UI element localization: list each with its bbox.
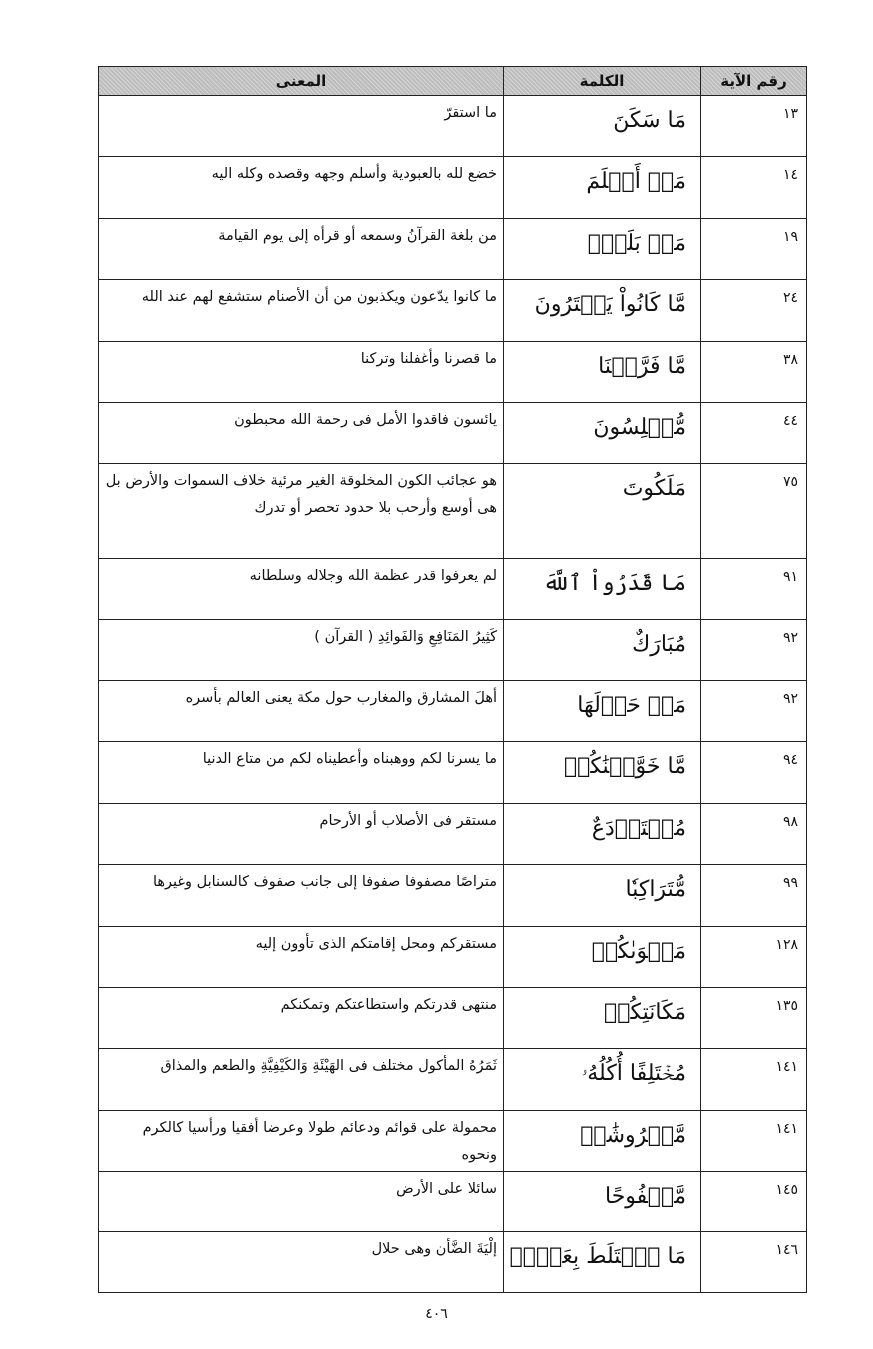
meaning-cell: منتهى قدرتكم واستطاعتكم وتمكنكم [99,988,504,1049]
word-cell: مُّتَرَاكِبٗا [504,865,701,927]
meaning-cell: ما قصرنا وأغفلنا وتركنا [99,342,504,403]
word-cell: مَكَانَتِكُمۡ [504,988,701,1049]
word-cell: مَّعۡرُوشَٰتٖ [504,1111,701,1172]
word-cell: مَا سَكَنَ [504,96,701,157]
verse-number-cell: ١٤١ [701,1049,807,1111]
table-header [99,67,807,96]
table-row [99,559,807,620]
table-row [99,1232,807,1293]
verse-number-cell: ١٩ [701,219,807,280]
word-cell: مَّا كَانُواْ يَفۡتَرُونَ [504,280,701,342]
header-meaning: المعنى [99,67,504,96]
table-row [99,681,807,742]
glossary-table [98,66,807,1293]
verse-number-cell: ٩٩ [701,865,807,927]
meaning-cell: مستقر فى الأصلاب أو الأرحام [99,804,504,865]
table-row [99,96,807,157]
table-row [99,742,807,804]
meaning-cell: هو عجائب الكون المخلوقة الغير مرئية خلاف السموات والأرض بل هى أوسع وأرحب بلا حدود تحصر أو تدرك [99,464,504,559]
table-row [99,804,807,865]
verse-number-cell: ٣٨ [701,342,807,403]
verse-number-cell: ١٤ [701,157,807,219]
meaning-cell: متراصًا مصفوفا صفوفا إلى جانب صفوف كالسنابل وغيرها [99,865,504,927]
meaning-cell: ثَمَرُهُ المأكول مختلف فى الهَيْئَةِ وَالكَيْفِيَّةِ والطعم والمذاق [99,1049,504,1111]
header-verse-number: رقم الآية [701,67,807,96]
verse-number-cell: ١٤٥ [701,1172,807,1232]
meaning-cell: ما كانوا يدّعون ويكذبون من أن الأصنام ستشفع لهم عند الله [99,280,504,342]
word-cell: مُخۡتَلِفًا أُكُلُهُۥ [504,1049,701,1111]
meaning-cell: من بلغة القرآنُ وسمعه أو قرأه إلى يوم القيامة [99,219,504,280]
table-row [99,927,807,988]
word-cell: مَنۡ حَوۡلَهَا [504,681,701,742]
table-row [99,342,807,403]
verse-number-cell: ٩١ [701,559,807,620]
word-cell: مَّا فَرَّطۡنَا [504,342,701,403]
meaning-cell: سائلا على الأرض [99,1172,504,1232]
meaning-cell: خضع لله بالعبودية وأسلم وجهه وقصده وكله اليه [99,157,504,219]
verse-number-cell: ١٤١ [701,1111,807,1172]
verse-number-cell: ٩٨ [701,804,807,865]
verse-number-cell: ٩٢ [701,681,807,742]
verse-number-cell: ٤٤ [701,403,807,464]
table-row [99,403,807,464]
table-row [99,865,807,927]
meaning-cell: كَثِيرُ المَنَافِعِ وَالفَوائِدِ ( القرآن ) [99,620,504,681]
word-cell: مَا قَدَرُواْ ٱللَّهَ [504,559,701,620]
meaning-cell: ما استقرّ [99,96,504,157]
meaning-cell: لم يعرفوا قدر عظمة الله وجلاله وسلطانه [99,559,504,620]
verse-number-cell: ١٣ [701,96,807,157]
verse-number-cell: ٩٢ [701,620,807,681]
verse-number-cell: ٧٥ [701,464,807,559]
meaning-cell: إلْيَةَ الضَّأن وهى حلال [99,1232,504,1293]
table-body [99,96,807,1293]
word-cell: مَنۢ بَلَغَۚ [504,219,701,280]
verse-number-cell: ٢٤ [701,280,807,342]
meaning-cell: مستقركم ومحل إقامتكم الذى تأوون إليه [99,927,504,988]
verse-number-cell: ١٤٦ [701,1232,807,1293]
table-row [99,219,807,280]
word-cell: مَثۡوَىٰكُمۡ [504,927,701,988]
verse-number-cell: ١٢٨ [701,927,807,988]
word-cell: مُسۡتَوۡدَعٌ [504,804,701,865]
page-number: ٤٠٦ [425,1306,448,1322]
header-word: الكلمة [504,67,701,96]
table-row [99,1172,807,1232]
table-row [99,1111,807,1172]
word-cell: مَّسۡفُوحًا [504,1172,701,1232]
verse-number-cell: ١٣٥ [701,988,807,1049]
verse-number-cell: ٩٤ [701,742,807,804]
meaning-cell: أهلَ المشارق والمغارب حول مكة يعنى العالم بأسره [99,681,504,742]
word-cell: مَا ٱخۡتَلَطَ بِعَظۡمٖ [504,1232,701,1293]
meaning-cell: يائسون فاقدوا الأمل فى رحمة الله محبطون [99,403,504,464]
table-row [99,1049,807,1111]
meaning-cell: ما يسرنا لكم ووهبناه وأعطيناه لكم من متاع الدنيا [99,742,504,804]
table-row [99,280,807,342]
word-cell: مُبَارَكٌ [504,620,701,681]
table-row [99,157,807,219]
word-cell: مَنۡ أَسۡلَمَ [504,157,701,219]
table-row [99,464,807,559]
table-row [99,988,807,1049]
word-cell: مَّا خَوَّلۡنَٰكُمۡ [504,742,701,804]
table-row [99,620,807,681]
word-cell: مَلَكُوتَ [504,464,701,559]
word-cell: مُّبۡلِسُونَ [504,403,701,464]
meaning-cell: محمولة على قوائم ودعائم طولا وعرضا أفقيا ورأسيا كالكرم ونحوه [99,1111,504,1172]
